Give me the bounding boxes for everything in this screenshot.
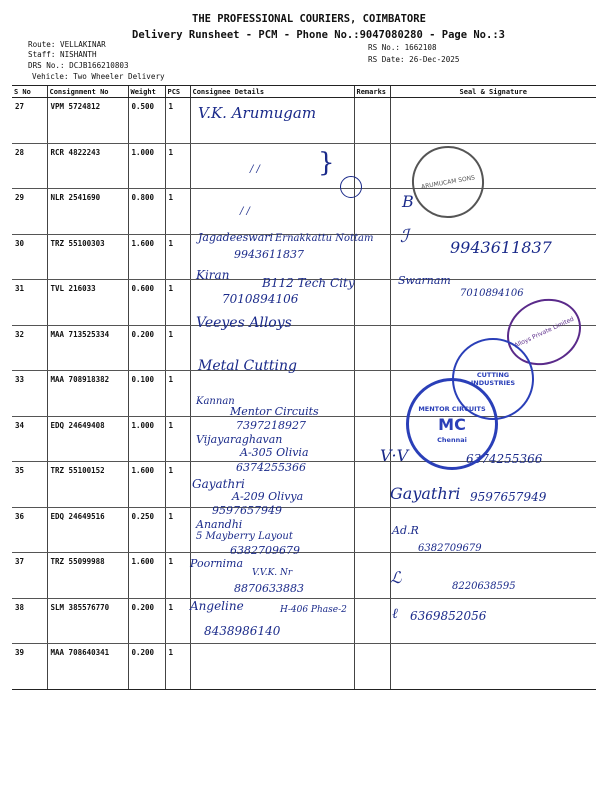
hw-bracket-28-29: } xyxy=(318,148,335,178)
table-header-row xyxy=(12,86,596,98)
cell-sno: 27 xyxy=(12,98,47,144)
hw-consignee-31-addr: B112 Tech City xyxy=(262,276,355,290)
hw-consignee-31-name: Kiran xyxy=(196,268,230,282)
cell-sno: 29 xyxy=(12,189,47,235)
rs-date: RS Date: 26-Dec-2025 xyxy=(368,55,460,64)
hw-signature-31-phone: 7010894106 xyxy=(460,288,524,299)
hw-consignee-39-phone: 8438986140 xyxy=(204,624,281,638)
hw-consignee-37-addr: 5 Mayberry Layout xyxy=(196,531,293,542)
hw-consignee-39-addr: H-406 Phase-2 xyxy=(280,605,347,615)
cell-pcs: 1 xyxy=(165,143,190,189)
cell-remarks xyxy=(354,553,390,599)
hw-consignee-38-name: Poornima xyxy=(190,557,244,570)
cell-consignment-no: EDQ 24649516 xyxy=(47,507,128,553)
cell-sno: 35 xyxy=(12,462,47,508)
hw-consignee-32: Veeyes Alloys xyxy=(196,315,292,331)
hw-consignee-36-phone: 9597657949 xyxy=(212,504,282,517)
cell-weight: 0.100 xyxy=(128,371,165,417)
hw-consignee-34-company: Mentor Circuits xyxy=(230,405,319,418)
cell-sno: 31 xyxy=(12,280,47,326)
hw-consignee-38-addr: V.V.K. Nr xyxy=(252,568,293,578)
cell-weight: 0.600 xyxy=(128,280,165,326)
cell-weight: 1.000 xyxy=(128,416,165,462)
cell-consignment-no: MAA 713525334 xyxy=(47,325,128,371)
hw-signature-29: B xyxy=(402,192,414,211)
cell-consignment-no: EDQ 24649408 xyxy=(47,416,128,462)
stamp-cutting-text: CUTTING INDUSTRIES xyxy=(470,371,516,387)
cell-weight: 1.600 xyxy=(128,234,165,280)
cell-sno: 38 xyxy=(12,598,47,644)
hw-signature-38: ℒ xyxy=(390,568,402,587)
stamp-alloys-text: Alloys Private Limited xyxy=(513,315,575,349)
cell-consignment-no: TRZ 55100303 xyxy=(47,234,128,280)
cell-sno: 32 xyxy=(12,325,47,371)
cell-consignee-details xyxy=(190,189,354,235)
hw-circled-mark xyxy=(340,176,362,198)
hw-consignee-34-phone: 7397218927 xyxy=(236,419,306,432)
cell-remarks xyxy=(354,325,390,371)
cell-consignment-no: TRZ 55099988 xyxy=(47,553,128,599)
hw-signature-35: V·V xyxy=(380,446,409,465)
col-consignee: Consignee Details xyxy=(190,86,354,98)
table-row xyxy=(12,644,596,690)
table-row xyxy=(12,189,596,235)
cell-weight: 0.200 xyxy=(128,325,165,371)
cell-consignment-no: VPM 5724812 xyxy=(47,98,128,144)
cell-weight: 0.500 xyxy=(128,98,165,144)
hw-mark-29: / / xyxy=(240,206,250,217)
hw-consignee-30-phone: 9943611837 xyxy=(234,248,304,261)
cell-sno: 39 xyxy=(12,644,47,690)
cell-sno: 28 xyxy=(12,143,47,189)
cell-weight: 0.250 xyxy=(128,507,165,553)
cell-sno: 36 xyxy=(12,507,47,553)
hw-signature-37: Ad.R xyxy=(392,524,419,537)
hw-consignee-35-name: Vijayaraghavan xyxy=(196,433,283,446)
cell-pcs: 1 xyxy=(165,462,190,508)
hw-consignee-35-phone: 6374255366 xyxy=(236,461,306,474)
cell-pcs: 1 xyxy=(165,280,190,326)
cell-sno: 30 xyxy=(12,234,47,280)
cell-remarks xyxy=(354,189,390,235)
cell-weight: 0.800 xyxy=(128,189,165,235)
hw-consignee-36-addr: A-209 Olivya xyxy=(232,490,304,503)
col-remarks: Remarks xyxy=(354,86,390,98)
hw-signature-39-phone: 6369852056 xyxy=(410,609,487,623)
hw-consignee-38-phone: 8870633883 xyxy=(234,582,304,595)
cell-remarks xyxy=(354,644,390,690)
cell-weight: 0.200 xyxy=(128,598,165,644)
cell-consignee-details xyxy=(190,644,354,690)
cell-remarks xyxy=(354,98,390,144)
cell-consignment-no: MAA 708640341 xyxy=(47,644,128,690)
cell-sno: 33 xyxy=(12,371,47,417)
col-sno: S No xyxy=(12,86,47,98)
cell-weight: 1.000 xyxy=(128,143,165,189)
hw-consignee-31-phone: 7010894106 xyxy=(222,292,299,306)
col-consignment: Consignment No xyxy=(47,86,128,98)
hw-signature-30-phone: 9943611837 xyxy=(450,238,552,257)
cell-remarks xyxy=(354,371,390,417)
cell-pcs: 1 xyxy=(165,189,190,235)
col-weight: Weight xyxy=(128,86,165,98)
hw-signature-38-phone: 8220638595 xyxy=(452,581,516,592)
cell-remarks xyxy=(354,598,390,644)
hw-consignee-27: V.K. Arumugam xyxy=(198,104,317,122)
cell-pcs: 1 xyxy=(165,553,190,599)
cell-remarks xyxy=(354,280,390,326)
hw-consignee-37-phone: 6382709679 xyxy=(230,544,300,557)
cell-consignment-no: NLR 2541690 xyxy=(47,189,128,235)
drs-number: DRS No.: DCJB166210803 xyxy=(28,61,129,70)
table-row xyxy=(12,143,596,189)
runsheet-subtitle: Delivery Runsheet - PCM - Phone No.:9047080280 - Page No.:3 xyxy=(132,29,505,41)
cell-weight: 1.600 xyxy=(128,553,165,599)
rs-number: RS No.: 1662108 xyxy=(368,43,437,52)
hw-signature-36-phone: 9597657949 xyxy=(470,490,547,504)
cell-remarks xyxy=(354,507,390,553)
stamp-arumugam-text: ARUMUCAM SONS xyxy=(420,173,476,191)
cell-pcs: 1 xyxy=(165,644,190,690)
cell-pcs: 1 xyxy=(165,98,190,144)
hw-signature-31: Swarnam xyxy=(398,274,451,287)
hw-consignee-35-addr: A-305 Olivia xyxy=(240,446,309,459)
cell-pcs: 1 xyxy=(165,416,190,462)
cell-pcs: 1 xyxy=(165,507,190,553)
hw-signature-35-phone: 6374255366 xyxy=(466,452,543,466)
hw-mark-28: / / xyxy=(250,164,260,175)
cell-weight: 1.600 xyxy=(128,462,165,508)
cell-consignment-no: TRZ 55100152 xyxy=(47,462,128,508)
hw-consignee-36-name: Gayathri xyxy=(192,477,245,491)
stamp-mentor-circuits xyxy=(406,378,498,470)
cell-consignment-no: MAA 708918382 xyxy=(47,371,128,417)
cell-sno: 34 xyxy=(12,416,47,462)
cell-sno: 37 xyxy=(12,553,47,599)
stamp-mentor-logo: MC xyxy=(438,414,466,434)
stamp-mentor-city: Chennai xyxy=(437,435,467,444)
hw-consignee-30-company: Ernakkattu Nottam xyxy=(275,233,374,244)
cell-pcs: 1 xyxy=(165,234,190,280)
hw-signature-37-phone: 6382709679 xyxy=(418,543,482,554)
col-signature: Seal & Signature xyxy=(390,86,596,98)
cell-seal-signature xyxy=(390,644,596,690)
cell-remarks xyxy=(354,462,390,508)
route-label: Route: VELLAKINAR xyxy=(28,40,106,49)
cell-pcs: 1 xyxy=(165,371,190,417)
hw-consignee-37-name: Anandhi xyxy=(196,518,243,531)
hw-consignee-34-name: Kannan xyxy=(196,396,235,407)
hw-signature-39: ℓ xyxy=(392,606,398,622)
cell-pcs: 1 xyxy=(165,325,190,371)
hw-signature-36: Gayathri xyxy=(390,484,461,503)
hw-signature-30: ℐ xyxy=(400,226,409,247)
hw-consignee-33: Metal Cutting xyxy=(198,358,297,374)
vehicle-label: Vehicle: Two Wheeler Delivery xyxy=(32,72,165,81)
cell-consignment-no: RCR 4822243 xyxy=(47,143,128,189)
hw-consignee-30-name: Jagadeeswari xyxy=(198,231,274,244)
table-row xyxy=(12,507,596,553)
page-title: THE PROFESSIONAL COURIERS, COIMBATORE xyxy=(192,13,426,25)
cell-consignment-no: TVL 216033 xyxy=(47,280,128,326)
cell-consignment-no: SLM 385576770 xyxy=(47,598,128,644)
cell-pcs: 1 xyxy=(165,598,190,644)
cell-seal-signature xyxy=(390,98,596,144)
hw-consignee-39-name: Angeline xyxy=(190,599,244,613)
cell-weight: 0.200 xyxy=(128,644,165,690)
col-pcs: PCS xyxy=(165,86,190,98)
stamp-mentor-text: MENTOR CIRCUITS xyxy=(418,404,486,413)
staff-label: Staff: NISHANTH xyxy=(28,50,97,59)
